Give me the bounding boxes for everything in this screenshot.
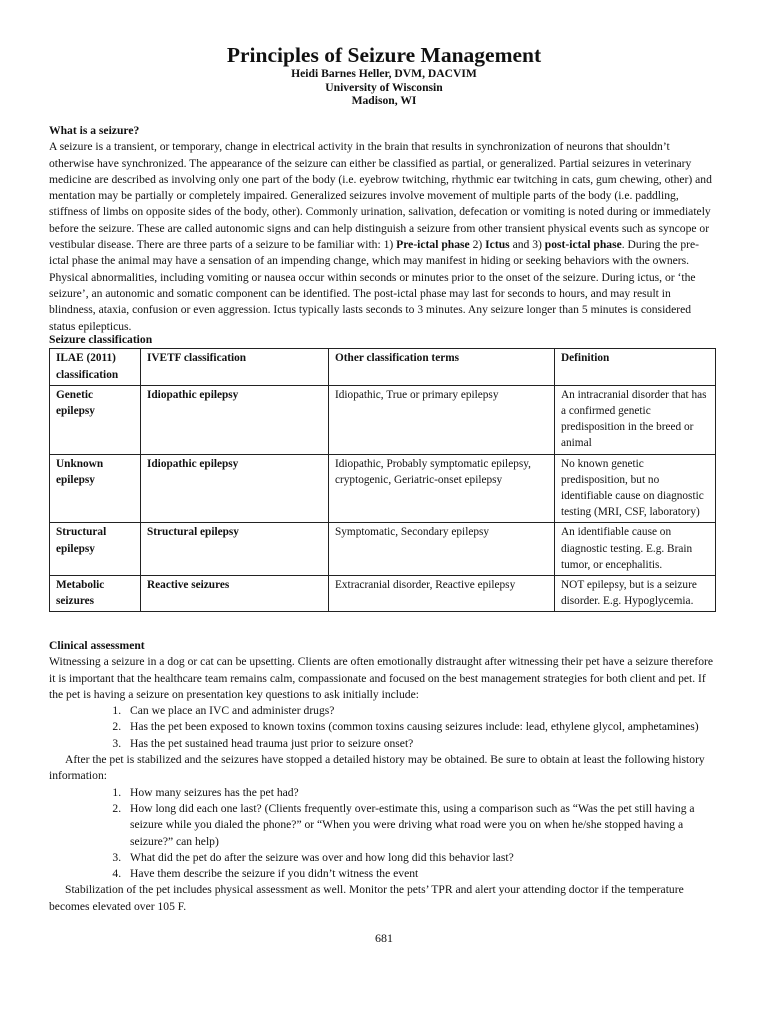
table-cell: Idiopathic, True or primary epilepsy (329, 385, 555, 454)
column-header: IVETF classification (141, 349, 329, 385)
column-header: ILAE (2011) classification (50, 349, 141, 385)
table-cell: Symptomatic, Secondary epilepsy (329, 523, 555, 576)
table-cell: Idiopathic epilepsy (141, 454, 329, 523)
list-item: 4. Have them describe the seizure if you didn’t witness the event (124, 866, 717, 882)
list-item: 3. What did the pet do after the seizure was over and how long did this behavior last? (124, 850, 717, 866)
initial-questions-list (49, 703, 717, 752)
list-item: 2. Has the pet been exposed to known toxins (common toxins causing seizures include: lead, ethylene glycol, amphetamines) (124, 719, 717, 735)
intro-text-2: 2) (472, 238, 483, 252)
table-row (50, 575, 716, 611)
pre-ictal-term: Pre-ictal phase (396, 238, 470, 252)
table-cell: No known genetic predisposition, but no identifiable cause on diagnostic testing (MRI, CSF, laboratory) (555, 454, 716, 523)
table-cell: Extracranial disorder, Reactive epilepsy (329, 575, 555, 611)
table-cell: NOT epilepsy, but is a seizure disorder. E.g. Hypoglycemia. (555, 575, 716, 611)
ictus-term: Ictus (485, 238, 510, 252)
table-cell: Unknown epilepsy (50, 454, 141, 523)
history-questions-list (49, 785, 717, 883)
clinical-heading: Clinical assessment (49, 639, 145, 652)
clinical-paragraph-1: Witnessing a seizure in a dog or cat can be upsetting. Clients are often emotionally distraught after witnessing their pet have a seizure therefore it is important that the healthcare team remains calm, compassionate and focused on the best management strategies for both client and pet. If the pet is having a seizure on presentation key questions to ask initially include: (49, 655, 714, 701)
table-row (50, 523, 716, 576)
table-cell: Structural epilepsy (50, 523, 141, 576)
intro-heading: What is a seizure? (49, 124, 140, 137)
table-cell: Idiopathic epilepsy (141, 385, 329, 454)
institution: University of Wisconsin (325, 80, 443, 94)
table-cell: Structural epilepsy (141, 523, 329, 576)
table-row (50, 454, 716, 523)
intro-paragraph (49, 139, 717, 335)
table-cell: Genetic epilepsy (50, 385, 141, 454)
table-cell: Reactive seizures (141, 575, 329, 611)
author: Heidi Barnes Heller, DVM, DACVIM (291, 67, 477, 80)
table-cell: An intracranial disorder that has a confirmed genetic predisposition in the breed or animal (555, 385, 716, 454)
location: Madison, WI (351, 94, 417, 107)
list-item: 2. How long did each one last? (Clients frequently over-estimate this, using a comparison such as “Was the pet still having a seizure while you dialed the phone?” or “When you were driving what road were you on when he/she stopped having a seizure?” can help) (124, 801, 717, 850)
table-header-row (50, 349, 716, 385)
intro-text-4: . During the pre-ictal phase the animal may have a sensation of an impending change, which may manifest in hiding or seeking behaviors with the owners. Physical abnormalities, including vomiting or nausea occur within seconds or minutes prior to the onset of the seizure. During ictus, or ‘the seizure’, an autonomic and somatic component can be identified. The post-ictal phase may last for seconds to hours, and may result in blindness, ataxia, confusion or even aggression. Ictus typically lasts seconds to 3 minutes. Any seizure longer than 5 minutes is considered status epilepticus. (49, 238, 700, 333)
table-row (50, 385, 716, 454)
table-cell: Metabolic seizures (50, 575, 141, 611)
table-cell: Idiopathic, Probably symptomatic epilepsy, cryptogenic, Geriatric-onset epilepsy (329, 454, 555, 523)
intro-text-3: and 3) (512, 238, 542, 252)
clinical-paragraph-2: After the pet is stabilized and the seizures have stopped a detailed history may be obtained. Be sure to obtain at least the following history information: (49, 753, 705, 783)
page-number: 681 (375, 931, 393, 945)
intro-section (49, 123, 717, 335)
post-ictal-term: post-ictal phase (544, 238, 622, 252)
list-item: 1. How many seizures has the pet had? (124, 785, 717, 801)
column-header: Definition (555, 349, 716, 385)
classification-table (49, 348, 716, 612)
intro-text-1: A seizure is a transient, or temporary, change in electrical activity in the brain that results in synchronization of neurons that shouldn’t otherwise have synchronized. The appearance of the seizure can either be classified as partial, or generalized. Partial seizures in veterinary medicine are described as involving only one part of the body (i.e. eyebrow twitching, rhythmic ear twitching in cats, gum chewing, other) and mentation may be partially or completely impaired. Generalized seizures involve movement of multiple parts of the body (i.e. paddling, stiffness of limbs on opposite sides of the body, other). Commonly urination, salivation, defecation or vomiting is noted during or immediately before the seizure. These are called autonomic signs and can help distinguish a seizure from other transient physical events such as syncope or vestibular disease. There are three parts of a seizure to be familiar with: 1) (49, 140, 712, 252)
classification-section (49, 332, 717, 612)
classification-heading: Seizure classification (49, 333, 153, 346)
clinical-section (49, 638, 717, 915)
list-item: 1. Can we place an IVC and administer drugs? (124, 703, 717, 719)
column-header: Other classification terms (329, 349, 555, 385)
table-cell: An identifiable cause on diagnostic testing. E.g. Brain tumor, or encephalitis. (555, 523, 716, 576)
document-header (0, 43, 768, 108)
list-item: 3. Has the pet sustained head trauma just prior to seizure onset? (124, 736, 717, 752)
page-title: Principles of Seizure Management (226, 43, 542, 67)
clinical-paragraph-3: Stabilization of the pet includes physical assessment as well. Monitor the pets’ TPR and alert your attending doctor if the temperature becomes elevated over 105 F. (49, 883, 684, 913)
